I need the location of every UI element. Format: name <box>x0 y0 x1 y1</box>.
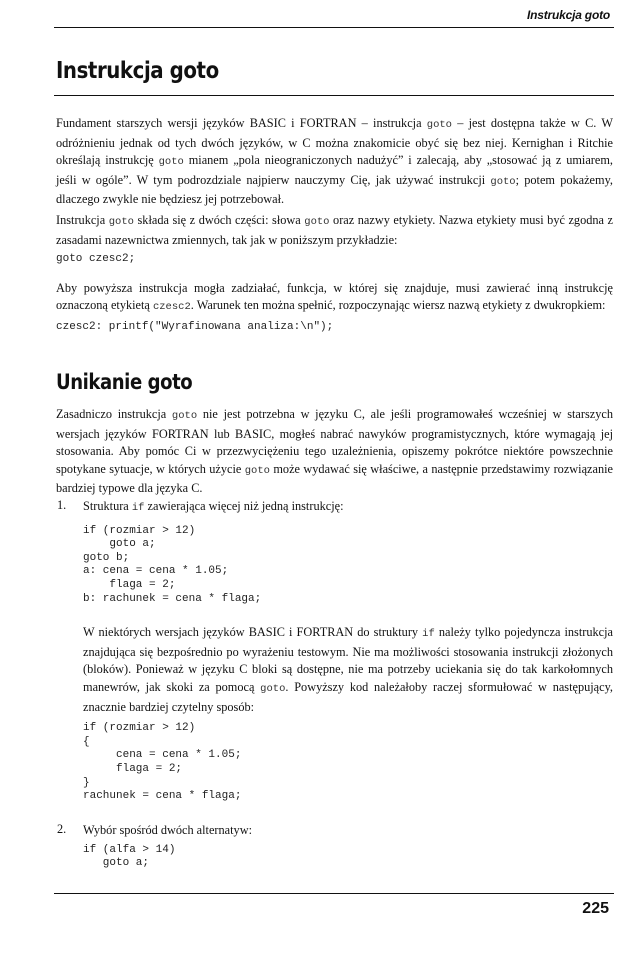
inline-code: goto <box>171 410 198 422</box>
text-run: Instrukcja <box>56 212 109 227</box>
text-run: Fundament starszych wersji języków BASIC i FORTRAN – instrukcja <box>56 116 427 130</box>
inline-code: goto <box>304 215 330 228</box>
inline-code: goto <box>244 464 270 477</box>
page-number: 225 <box>582 900 609 917</box>
text-run: należy tylko pojedyncza instrukcja znajdująca się bezpośrednio po wyrażeniu testowym. Nie ma możliwości stosowania instrukcji złożonych (bloków). Ponieważ w języku C bloki są dostępne, nie ma potrzeby uciekania się do tak karkołomnych manewrów, jak skoki za pomocą <box>83 625 613 694</box>
paragraph <box>56 212 613 249</box>
list-item <box>83 498 613 804</box>
text-run: mianem „pola nieograniczonych nadużyć” i zalecają, aby „stosować ją z umiarem, jeśli w ogóle”. W tym podrozdziale najpierw nauczymy Cię, jak używać instrukcji <box>56 153 613 187</box>
section2-body <box>56 406 613 498</box>
text-run: nie jest potrzebna w języku C, ale jeśli programowałeś wcześniej w starszych wersjach języków FORTRAN lub BASIC, mogłeś nabrać nawyków programistycznych, które wymagają jej stosowania. Aby pomóc Ci w przezwyciężeniu tego uzależnienia, opiszemy pokrótce niektóre powszechnie spotykane sytuacje, w których użycie <box>56 407 613 476</box>
inline-code: if <box>422 628 435 641</box>
section-title: Instrukcja goto <box>56 58 219 84</box>
list-item-intro <box>83 498 613 518</box>
running-head: Instrukcja goto <box>526 8 610 22</box>
footer-rule <box>54 893 614 894</box>
title-rule <box>54 95 614 96</box>
text-run: Zasadniczo instrukcja <box>56 407 172 421</box>
text-run: oraz nazwy etykiety. Nazwa etykiety musi być zgodna z zasadami nazewnictwa zmiennych, tak jak w poniższym przykładzie: <box>56 212 613 247</box>
text-run: składa się z dwóch części: słowa <box>133 212 305 227</box>
text-run: Aby powyższa instrukcja mogła zadziałać, funkcja, w której się znajduje, musi zawierać inną instrukcję oznaczoną etykietą <box>56 280 613 313</box>
text-run: Wybór spośród dwóch alternatyw: <box>83 823 252 837</box>
list-number: 1. <box>57 498 67 512</box>
inline-code: goto <box>158 156 184 169</box>
inline-code: goto <box>260 682 286 695</box>
inline-code: goto <box>426 119 452 131</box>
inline-code: if <box>131 502 145 514</box>
text-run: W niektórych wersjach języków BASIC i FORTRAN do struktury <box>83 625 423 640</box>
code-block: if (rozmiar > 12) { cena = cena * 1.05; flaga = 2; } rachunek = cena * flaga; <box>83 722 242 803</box>
inline-code: goto <box>108 215 134 228</box>
text-run: może wydawać się właściwe, a następnie przedstawimy rozwiązanie bardziej typowe dla języka C. <box>56 461 613 496</box>
paragraph <box>56 115 613 209</box>
header-rule <box>54 27 614 28</box>
paragraph <box>83 624 613 716</box>
text-run: zawierająca więcej niż jedną instrukcję: <box>144 499 344 513</box>
inline-code: czesc2 <box>152 301 191 314</box>
text-run: Struktura <box>83 499 132 513</box>
text-run: . Powyższy kod należałoby raczej sformułować w następujący, znacznie bardziej czytelny sposób: <box>83 679 614 714</box>
section-title: Unikanie goto <box>56 370 193 394</box>
list-item <box>83 822 613 871</box>
paragraph <box>56 280 613 317</box>
code-block: if (rozmiar > 12) goto a; goto b; a: cena = cena * 1.05; flaga = 2; b: rachunek = cena * flaga; <box>83 524 262 605</box>
text-run: ; potem pokażemy, dlaczego zwykle nie będziesz jej potrzebował. <box>56 172 614 207</box>
list-number: 2. <box>57 822 67 836</box>
inline-code: goto <box>490 175 516 188</box>
code-block: czesc2: printf("Wyrafinowana analiza:\n"); <box>56 320 334 333</box>
text-run: – jest dostępna także w C. W odróżnieniu jednak od tych dwóch języków, w C można znakomicie obyć się bez niej. Kernighan i Ritchie określają instrukcję <box>56 116 613 168</box>
list-item-intro <box>83 822 613 840</box>
code-block: goto czesc2; <box>56 253 136 266</box>
code-block: if (alfa > 14) goto a; <box>83 843 176 870</box>
paragraph <box>56 406 613 498</box>
text-run: . Warunek ten można spełnić, rozpoczynając wiersz nazwą etykiety z dwukropkiem: <box>190 298 606 313</box>
section1-body <box>56 115 613 335</box>
